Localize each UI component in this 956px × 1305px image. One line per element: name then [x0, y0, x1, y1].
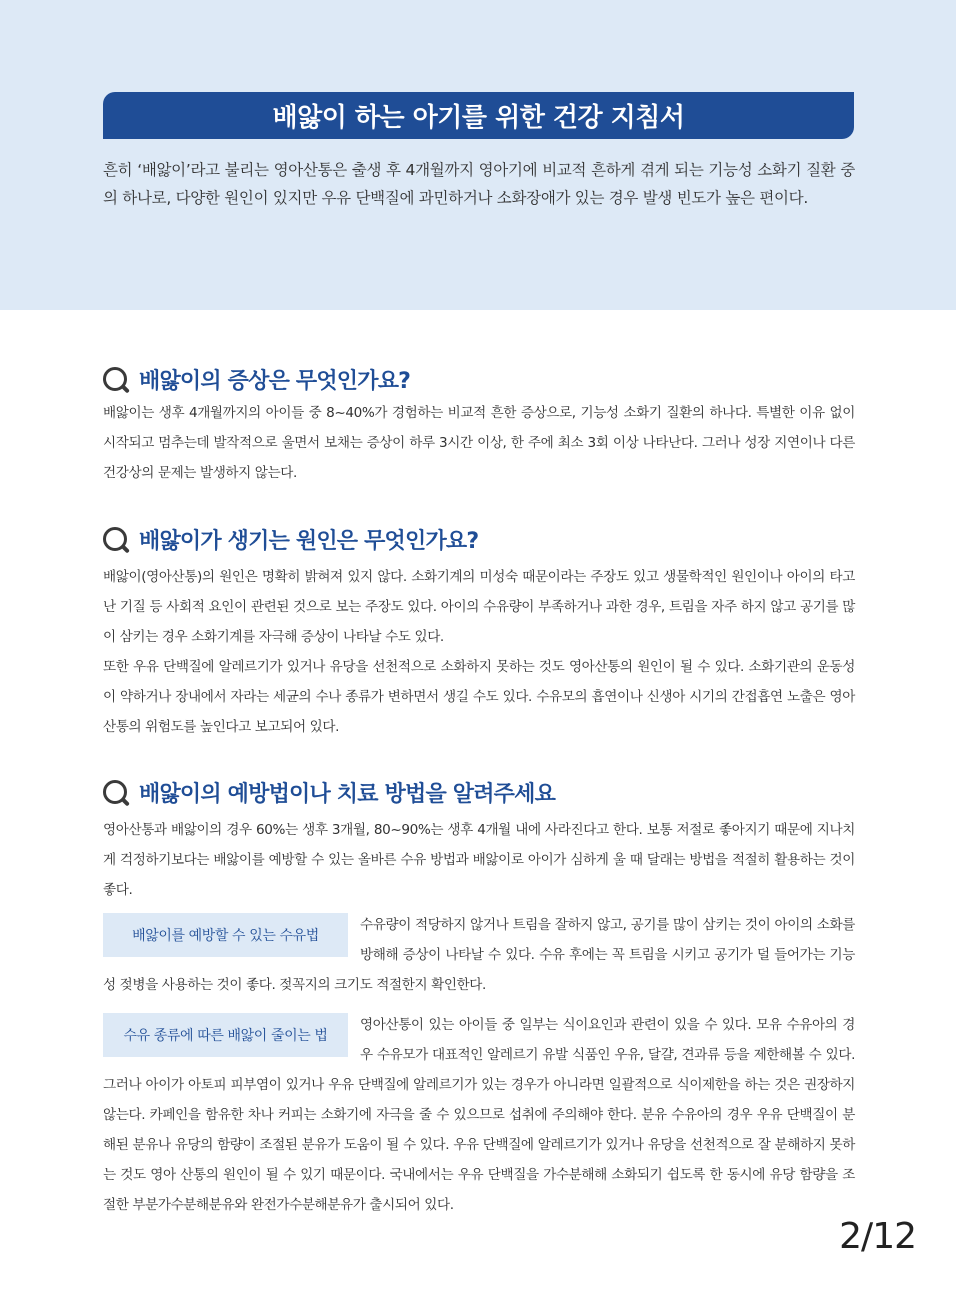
tip-label: 수유 종류에 따른 배앓이 줄이는 법 [103, 1013, 348, 1057]
tip-text: 수유량이 적당하지 않거나 트림을 잘하지 않고, 공기를 많이 삼키는 것이 아이의 소화를 방해해 증상이 나타날 수 있다. 수유 후에는 꼭 트림을 시키고 공기가 덜 들어가는 기능성 젖병을 사용하는 것이 좋다. 젖꼭지의 크기도 적절한지 확인한다. [103, 917, 855, 993]
q-icon [103, 780, 127, 804]
tip-formula-type [103, 1010, 855, 1220]
tip-feeding-method [103, 910, 855, 1000]
q-icon [103, 367, 127, 391]
prevention-paragraph: 영아산통과 배앓이의 경우 60%는 생후 3개월, 80~90%는 생후 4개월 내에 사라진다고 한다. 보통 저절로 좋아지기 때문에 지나치게 걱정하기보다는 배앓이를 예방할 수 있는 올바른 수유 방법과 배앓이로 아이가 심하게 울 때 달래는 방법을 적절히 활용하는 것이 좋다. [103, 822, 855, 898]
section-question: 배앓이의 예방법이나 치료 방법을 알려주세요 [139, 781, 556, 807]
q-icon [103, 527, 127, 551]
causes-paragraph-1: 배앓이(영아산통)의 원인은 명확히 밝혀져 있지 않다. 소화기계의 미성숙 때문이라는 주장도 있고 생물학적인 원인이나 아이의 타고난 기질 등 사회적 요인이 관련된 것으로 보는 주장도 있다. 아이의 수유량이 부족하거나 과한 경우, 트림을 자주 하지 않고 공기를 많이 삼키는 경우 소화기계를 자극해 증상이 나타날 수도 있다. [103, 569, 855, 645]
page-title: 배앓이 하는 아기를 위한 건강 지침서 [103, 92, 854, 139]
section-heading-prevention [103, 775, 555, 809]
section-question: 배앓이의 증상은 무엇인가요? [139, 368, 411, 394]
tip-text: 영아산통이 있는 아이들 중 일부는 식이요인과 관련이 있을 수 있다. 모유 수유아의 경우 수유모가 대표적인 알레르기 유발 식품인 우유, 달걀, 견과류 등을 제한해볼 수 있다. 그러나 아이가 아토피 피부염이 있거나 우유 단백질에 알레르기가 있는 경우가 아니라면 일괄적으로 식이제한을 하는 것은 권장하지 않는다. 카페인을 함유한 차나 커피는 소화기에 자극을 줄 수 있으므로 섭취에 주의해야 한다. 분유 수유아의 경우 우유 단백질이 분해된 분유나 유당의 함량이 조절된 분유가 도움이 될 수 있다. 우유 단백질에 알레르기가 있거나 유당을 선천적으로 잘 분해하지 못하는 것도 영아 산통의 원인이 될 수 있기 때문이다. 국내에서는 우유 단백질을 가수분해해 소화되기 쉽도록 한 동시에 유당 함량을 조절한 부분가수분해분유와 완전가수분해분유가 출시되어 있다. [103, 1017, 855, 1213]
page-number: 2/12 [839, 1216, 916, 1257]
section-question: 배앓이가 생기는 원인은 무엇인가요? [139, 528, 479, 554]
tip-label: 배앓이를 예방할 수 있는 수유법 [103, 913, 348, 957]
header-panel [0, 0, 956, 310]
section-heading-symptoms [103, 362, 410, 396]
intro-paragraph: 흔히 ‘배앓이’라고 불리는 영아산통은 출생 후 4개월까지 영아기에 비교적 흔하게 겪게 되는 기능성 소화기 질환 중의 하나로, 다양한 원인이 있지만 우유 단백질에 과민하거나 소화장애가 있는 경우 발생 빈도가 높은 편이다. [103, 161, 855, 207]
causes-paragraph-2: 또한 우유 단백질에 알레르기가 있거나 유당을 선천적으로 소화하지 못하는 것도 영아산통의 원인이 될 수 있다. 소화기관의 운동성이 약하거나 장내에서 자라는 세균의 수나 종류가 변하면서 생길 수도 있다. 수유모의 흡연이나 신생아 시기의 간접흡연 노출은 영아산통의 위험도를 높인다고 보고되어 있다. [103, 659, 855, 735]
symptoms-paragraph: 배앓이는 생후 4개월까지의 아이들 중 8~40%가 경험하는 비교적 흔한 증상으로, 기능성 소화기 질환의 하나다. 특별한 이유 없이 시작되고 멈추는데 발작적으로 울면서 보채는 증상이 하루 3시간 이상, 한 주에 최소 3회 이상 나타난다. 그러나 성장 지연이나 다른 건강상의 문제는 발생하지 않는다. [103, 405, 855, 481]
section-heading-causes [103, 522, 478, 556]
